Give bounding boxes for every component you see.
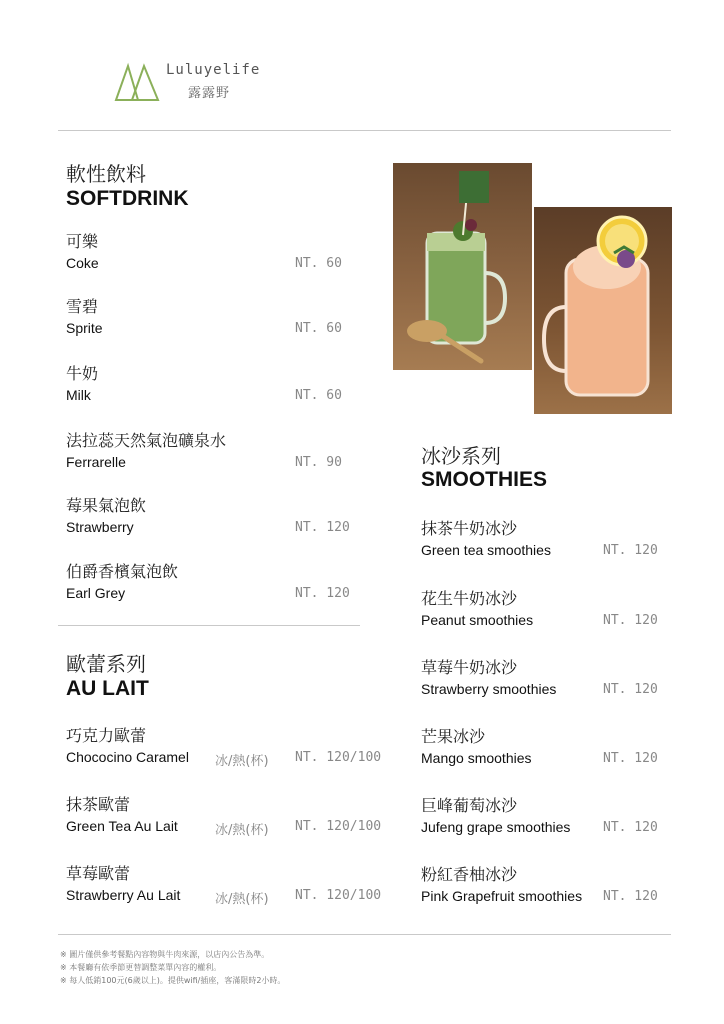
brand-name: Luluyelife: [166, 62, 261, 78]
item-name-en: Milk: [66, 387, 91, 403]
item-name-cn: 抹茶牛奶冰沙: [421, 519, 518, 538]
note-line: ※ 本餐廳有依季節更替調整菜單內容的權利。: [60, 963, 222, 972]
item-name-en: Ferrarelle: [66, 454, 126, 470]
menu-item: [66, 861, 382, 917]
item-name-cn: 粉紅香柚冰沙: [421, 865, 518, 884]
smoothies-title-en: SMOOTHIES: [421, 468, 548, 491]
top-divider: [58, 130, 671, 131]
item-name-en: Jufeng grape smoothies: [421, 819, 571, 835]
item-name-en: Mango smoothies: [421, 750, 532, 766]
menu-item: [421, 655, 661, 711]
softdrink-title-cn: 軟性飲料: [66, 162, 146, 186]
item-name-cn: 莓果氣泡飲: [66, 496, 147, 515]
brand-name-cn: 露露野: [188, 85, 231, 100]
item-name-cn: 芒果冰沙: [421, 727, 486, 746]
item-price: NT. 120/100: [295, 819, 382, 834]
logo-mark-icon: [114, 62, 160, 104]
item-name-en: Sprite: [66, 320, 103, 336]
menu-item: [66, 294, 356, 350]
item-name-cn: 伯爵香檳氣泡飲: [66, 562, 179, 581]
menu-item: [66, 428, 356, 484]
item-name-cn: 花生牛奶冰沙: [421, 589, 518, 608]
item-name-cn: 巧克力歐蕾: [66, 726, 147, 745]
item-price: NT. 120: [603, 543, 658, 558]
item-name-en: Pink Grapefruit smoothies: [421, 888, 583, 904]
item-name-en: Strawberry Au Lait: [66, 887, 181, 903]
footer-notes: [60, 948, 285, 987]
item-price: NT. 120: [295, 586, 350, 601]
brand-logo: [114, 62, 264, 106]
menu-item: [66, 723, 382, 779]
matcha-smoothie-photo: [393, 163, 532, 370]
item-price: NT. 60: [295, 388, 342, 403]
item-price: NT. 120: [295, 520, 350, 535]
item-option: 冰/熱(杯): [215, 892, 269, 907]
item-price: NT. 120: [603, 889, 658, 904]
item-price: NT. 90: [295, 455, 342, 470]
item-name-cn: 可樂: [66, 232, 99, 251]
item-name-en: Green tea smoothies: [421, 542, 551, 558]
item-name-en: Peanut smoothies: [421, 612, 534, 628]
item-option: 冰/熱(杯): [215, 754, 269, 769]
menu-item: [66, 792, 382, 848]
grapefruit-smoothie-photo: [534, 207, 672, 414]
item-price: NT. 120: [603, 682, 658, 697]
smoothies-title-cn: 冰沙系列: [421, 444, 501, 468]
item-price: NT. 120: [603, 820, 658, 835]
menu-item: [66, 559, 356, 615]
item-price: NT. 120: [603, 613, 658, 628]
item-name-en: Earl Grey: [66, 585, 126, 601]
item-name-en: Chococino Caramel: [66, 749, 189, 765]
item-price: NT. 120/100: [295, 750, 382, 765]
item-price: NT. 120/100: [295, 888, 382, 903]
note-line: ※ 每人低銷100元(6歲以上)。提供wifi/插座，客滿限時2小時。: [60, 976, 286, 985]
item-price: NT. 60: [295, 256, 342, 271]
menu-item: [66, 493, 356, 549]
aulait-title-cn: 歐蕾系列: [66, 652, 146, 676]
item-name-cn: 法拉蕊天然氣泡礦泉水: [66, 431, 227, 450]
item-name-cn: 雪碧: [66, 297, 99, 316]
item-price: NT. 120: [603, 751, 658, 766]
item-name-en: Coke: [66, 255, 99, 271]
item-option: 冰/熱(杯): [215, 823, 269, 838]
menu-item: [421, 862, 661, 918]
item-name-cn: 草莓歐蕾: [66, 864, 131, 883]
item-name-cn: 草莓牛奶冰沙: [421, 658, 518, 677]
item-price: NT. 60: [295, 321, 342, 336]
menu-item: [66, 361, 356, 417]
menu-item: [421, 724, 661, 780]
section-divider: [58, 625, 360, 626]
menu-item: [66, 229, 356, 285]
aulait-title-en: AU LAIT: [66, 677, 149, 700]
item-name-en: Green Tea Au Lait: [66, 818, 178, 834]
menu-item: [421, 793, 661, 849]
note-line: ※ 圖片僅供參考餐點內容物與牛肉來源，以店內公告為準。: [60, 950, 270, 959]
item-name-cn: 牛奶: [66, 364, 99, 383]
softdrink-title-en: SOFTDRINK: [66, 187, 189, 210]
item-name-cn: 抹茶歐蕾: [66, 795, 131, 814]
menu-item: [421, 516, 661, 572]
item-name-en: Strawberry: [66, 519, 134, 535]
menu-item: [421, 586, 661, 642]
item-name-en: Strawberry smoothies: [421, 681, 557, 697]
bottom-divider: [58, 934, 671, 935]
item-name-cn: 巨峰葡萄冰沙: [421, 796, 518, 815]
